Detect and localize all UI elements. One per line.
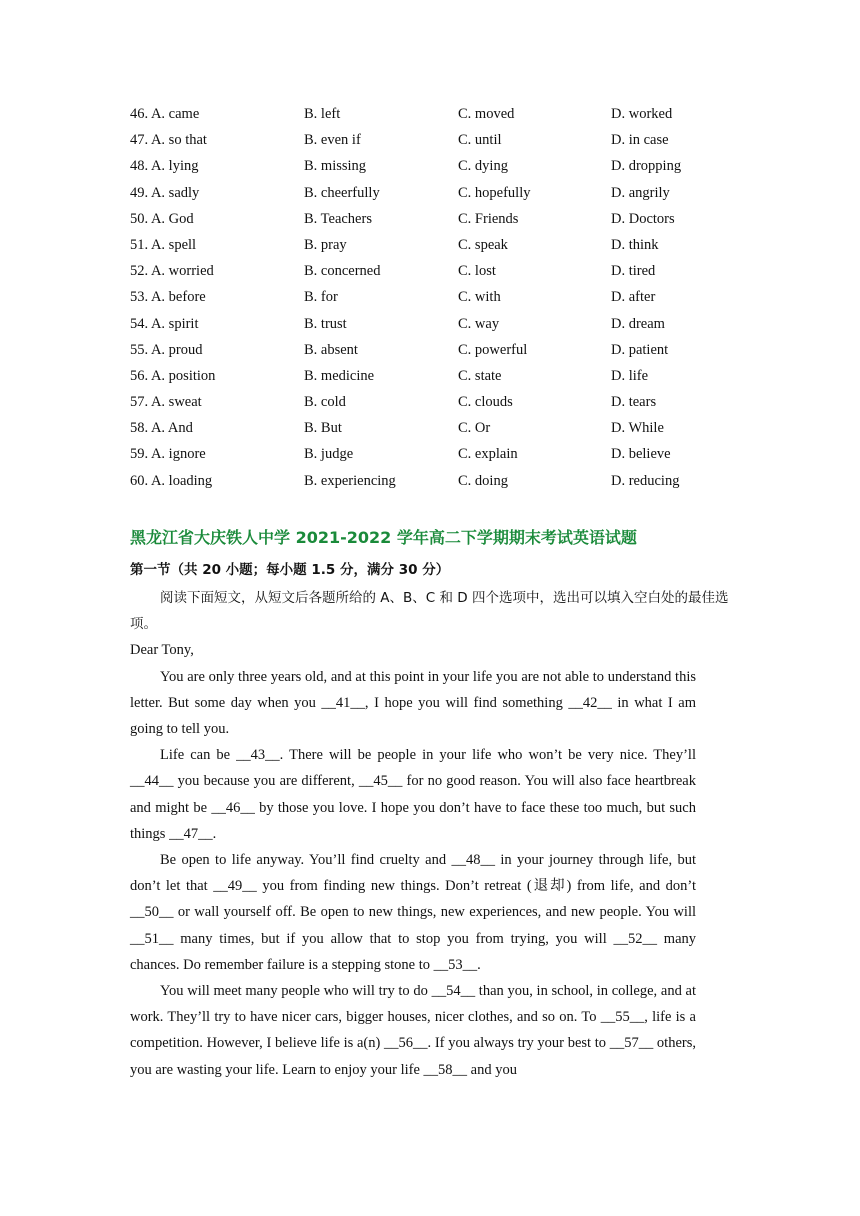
option-c: C. Or bbox=[458, 420, 491, 437]
instructions: 阅读下面短文，从短文后各题所给的 A、B、C 和 D 四个选项中，选出可以填入空白处的最佳选项。 bbox=[130, 590, 729, 633]
option-b: B. Teachers bbox=[304, 210, 372, 227]
option-a bbox=[130, 468, 212, 494]
option-c: C. until bbox=[458, 132, 502, 149]
option-c: C. moved bbox=[458, 106, 515, 122]
option-d: D. While bbox=[611, 420, 664, 437]
option-d: D. dropping bbox=[611, 158, 682, 175]
option-row bbox=[130, 258, 730, 284]
question-number: 46. bbox=[130, 106, 149, 122]
option-c: C. state bbox=[458, 367, 502, 384]
option-row bbox=[130, 468, 730, 494]
option-c: C. hopefully bbox=[458, 184, 531, 201]
option-a bbox=[130, 311, 198, 337]
option-c: C. doing bbox=[458, 472, 508, 489]
paragraph: You are only three years old, and at this point in your life you are not able to understand this letter. But some day when you __41__, I hope you will find something __42__ in what I am going to tell you. bbox=[130, 668, 696, 738]
option-row bbox=[130, 337, 730, 363]
option-c: C. way bbox=[458, 315, 500, 332]
letter-greeting: Dear Tony, bbox=[130, 642, 194, 659]
option-c: C. lost bbox=[458, 263, 496, 280]
option-b: B. left bbox=[304, 106, 341, 122]
option-b: B. even if bbox=[304, 132, 361, 149]
option-row bbox=[130, 101, 730, 127]
question-number: 51. bbox=[130, 236, 149, 253]
question-number: 58. bbox=[130, 420, 149, 437]
option-d: D. think bbox=[611, 236, 659, 253]
option-b: B. missing bbox=[304, 158, 367, 175]
option-d: D. after bbox=[611, 289, 656, 306]
option-c: C. with bbox=[458, 289, 501, 306]
option-d: D. tired bbox=[611, 263, 656, 280]
section-heading: 第一节（共 20 小题；每小题 1.5 分，满分 30 分） bbox=[130, 562, 450, 578]
question-number: 47. bbox=[130, 132, 149, 149]
option-a-text: A. sweat bbox=[150, 394, 202, 411]
option-a bbox=[130, 337, 203, 363]
question-number: 59. bbox=[130, 446, 149, 463]
option-row bbox=[130, 284, 730, 310]
option-a bbox=[130, 232, 196, 258]
option-row bbox=[130, 180, 730, 206]
option-a-text: A. before bbox=[150, 289, 206, 306]
option-a bbox=[130, 441, 206, 467]
option-b: B. judge bbox=[304, 446, 354, 463]
option-b: B. trust bbox=[304, 315, 347, 332]
option-b: B. experiencing bbox=[304, 472, 396, 489]
question-number: 53. bbox=[130, 289, 149, 306]
option-b: B. absent bbox=[304, 341, 358, 358]
option-c: C. speak bbox=[458, 236, 508, 253]
option-b: B. concerned bbox=[304, 263, 381, 280]
paragraph: You will meet many people who will try to do __54__ than you, in school, in college, and at work. They’ll try to have nicer cars, bigger houses, nicer clothes, and so on. To __55__, life is a competition. However, I believe life is a(n) __56__. If you always try your best to __57__ others, you are wasting your life. Learn to enjoy your life __58__ and you bbox=[130, 983, 696, 1078]
option-a bbox=[130, 415, 193, 441]
option-b: B. cold bbox=[304, 394, 346, 411]
option-d: D. reducing bbox=[611, 472, 680, 489]
option-b: B. pray bbox=[304, 236, 347, 253]
option-d: D. angrily bbox=[611, 184, 670, 201]
option-a bbox=[130, 363, 215, 389]
question-number: 52. bbox=[130, 263, 149, 280]
option-row bbox=[130, 441, 730, 467]
option-a bbox=[130, 284, 206, 310]
option-a-text: A. spirit bbox=[150, 315, 199, 332]
option-b: B. for bbox=[304, 289, 338, 306]
option-c: C. explain bbox=[458, 446, 518, 463]
option-row bbox=[130, 311, 730, 337]
option-a bbox=[130, 389, 202, 415]
option-a bbox=[130, 127, 207, 153]
option-row bbox=[130, 206, 730, 232]
option-a-text: A. God bbox=[150, 210, 194, 227]
option-a-text: A. proud bbox=[150, 341, 203, 358]
exam-title: 黑龙江省大庆铁人中学 2021-2022 学年高二下学期期末考试英语试题 bbox=[130, 528, 637, 547]
option-row bbox=[130, 153, 730, 179]
option-d: D. in case bbox=[611, 132, 669, 149]
option-a-text: A. loading bbox=[150, 472, 213, 489]
option-a-text: A. worried bbox=[150, 263, 214, 280]
option-b: B. But bbox=[304, 420, 342, 437]
paragraph: Life can be __43__. There will be people in your life who won’t be very nice. They’ll __44__ you because you are different, __45__ for no good reason. You will also face heartbreak and might be __46__ by those you love. I hope you don’t have to face these too much, but such things __47__. bbox=[130, 747, 696, 842]
option-a bbox=[130, 206, 194, 232]
option-d: D. life bbox=[611, 367, 649, 384]
option-a-text: A. came bbox=[150, 106, 200, 122]
option-d: D. dream bbox=[611, 315, 665, 332]
question-number: 56. bbox=[130, 367, 149, 384]
option-a bbox=[130, 101, 199, 127]
option-b: B. cheerfully bbox=[304, 184, 380, 201]
paragraph: Be open to life anyway. You’ll find cruelty and __48__ in your journey through life, but don’t let that __49__ you from finding new things. Don’t retreat (退却) from life, and don’t __50__ or wall yourself off. Be open to new things, new experiences, and new people. You will __51__ many times, but if you allow that to stop you from trying, you will __52__ many chances. Do remember failure is a stepping stone to __53__. bbox=[130, 852, 696, 973]
option-a bbox=[130, 180, 199, 206]
option-a bbox=[130, 258, 214, 284]
options-list bbox=[130, 101, 730, 494]
option-d: D. believe bbox=[611, 446, 671, 463]
option-c: C. powerful bbox=[458, 341, 528, 358]
question-number: 48. bbox=[130, 158, 149, 175]
option-row bbox=[130, 363, 730, 389]
option-a-text: A. spell bbox=[150, 236, 197, 253]
option-d: D. patient bbox=[611, 341, 669, 358]
question-number: 55. bbox=[130, 341, 149, 358]
option-d: D. tears bbox=[611, 394, 657, 411]
question-number: 50. bbox=[130, 210, 149, 227]
question-number: 60. bbox=[130, 472, 149, 489]
option-row bbox=[130, 127, 730, 153]
option-c: C. Friends bbox=[458, 210, 519, 227]
option-row bbox=[130, 232, 730, 258]
option-d: D. worked bbox=[611, 106, 673, 122]
option-a-text: A. And bbox=[150, 420, 193, 437]
question-number: 49. bbox=[130, 184, 149, 201]
option-a-text: A. position bbox=[150, 367, 216, 384]
option-a-text: A. lying bbox=[150, 158, 199, 175]
question-number: 57. bbox=[130, 394, 149, 411]
option-c: C. clouds bbox=[458, 394, 513, 411]
passage bbox=[130, 585, 729, 1083]
option-row bbox=[130, 415, 730, 441]
option-a-text: A. ignore bbox=[150, 446, 206, 463]
option-d: D. Doctors bbox=[611, 210, 675, 227]
option-row bbox=[130, 389, 730, 415]
question-number: 54. bbox=[130, 315, 149, 332]
option-a-text: A. sadly bbox=[150, 184, 200, 201]
option-b: B. medicine bbox=[304, 367, 375, 384]
option-a bbox=[130, 153, 198, 179]
option-c: C. dying bbox=[458, 158, 508, 175]
option-a-text: A. so that bbox=[150, 132, 207, 149]
